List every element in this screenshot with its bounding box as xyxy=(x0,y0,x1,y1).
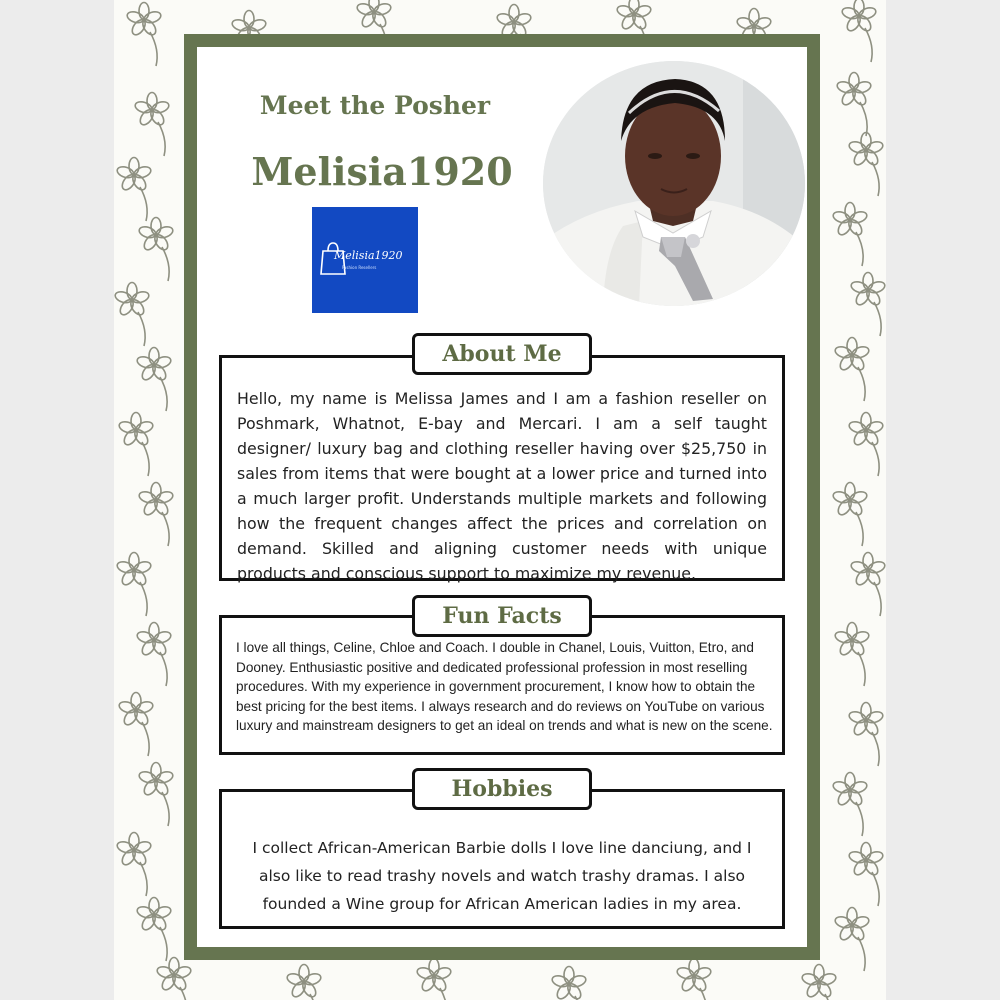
meet-the-posher-heading: Meet the Posher xyxy=(259,91,491,120)
logo-tagline: Fashion Resellers xyxy=(342,265,377,270)
hobbies-section xyxy=(219,789,785,929)
person-portrait-image xyxy=(543,61,805,306)
about-me-text: Hello, my name is Melissa James and I am a fashion reseller on Poshmark, Whatnot, E-bay and Mercari. I am a self taught designer/ luxury bag and clothing reseller having over $25,750 in sales from items that were bought at a lower price and turned into a much larger profit. Understands multiple markets and following how the frequent changes affect the prices and correlation on demand. Skilled and aligning customer needs with unique products and conscious support to maximize my revenue. xyxy=(237,389,767,583)
profile-photo xyxy=(543,61,805,306)
about-me-section xyxy=(219,355,785,581)
logo-brand-text: Melisia1920 xyxy=(334,249,403,262)
posher-username: Melisia1920 xyxy=(251,149,513,194)
flyer-sheet xyxy=(114,0,886,1000)
hobbies-title: Hobbies xyxy=(412,768,592,810)
fun-facts-title: Fun Facts xyxy=(412,595,592,637)
about-me-title: About Me xyxy=(412,333,592,375)
fun-facts-text: I love all things, Celine, Chloe and Coach. I double in Chanel, Louis, Vuitton, Etro, and Dooney. Enthusiastic positive and dedicated professional profession in most reselling procedures. With my experience in government procurement, I know how to obtain the best pricing for the best items. I always research and do reviews on YouTube on various luxury and mainstream designers to get an ideal on trends and what is new on the scene. xyxy=(236,640,773,734)
hobbies-text: I collect African-American Barbie dolls I love line danciung, and I also like to read trashy novels and watch trashy dramas. I also founded a Wine group for African American ladies in my area. xyxy=(252,839,752,913)
brand-logo xyxy=(312,207,418,313)
content-frame xyxy=(184,34,820,960)
